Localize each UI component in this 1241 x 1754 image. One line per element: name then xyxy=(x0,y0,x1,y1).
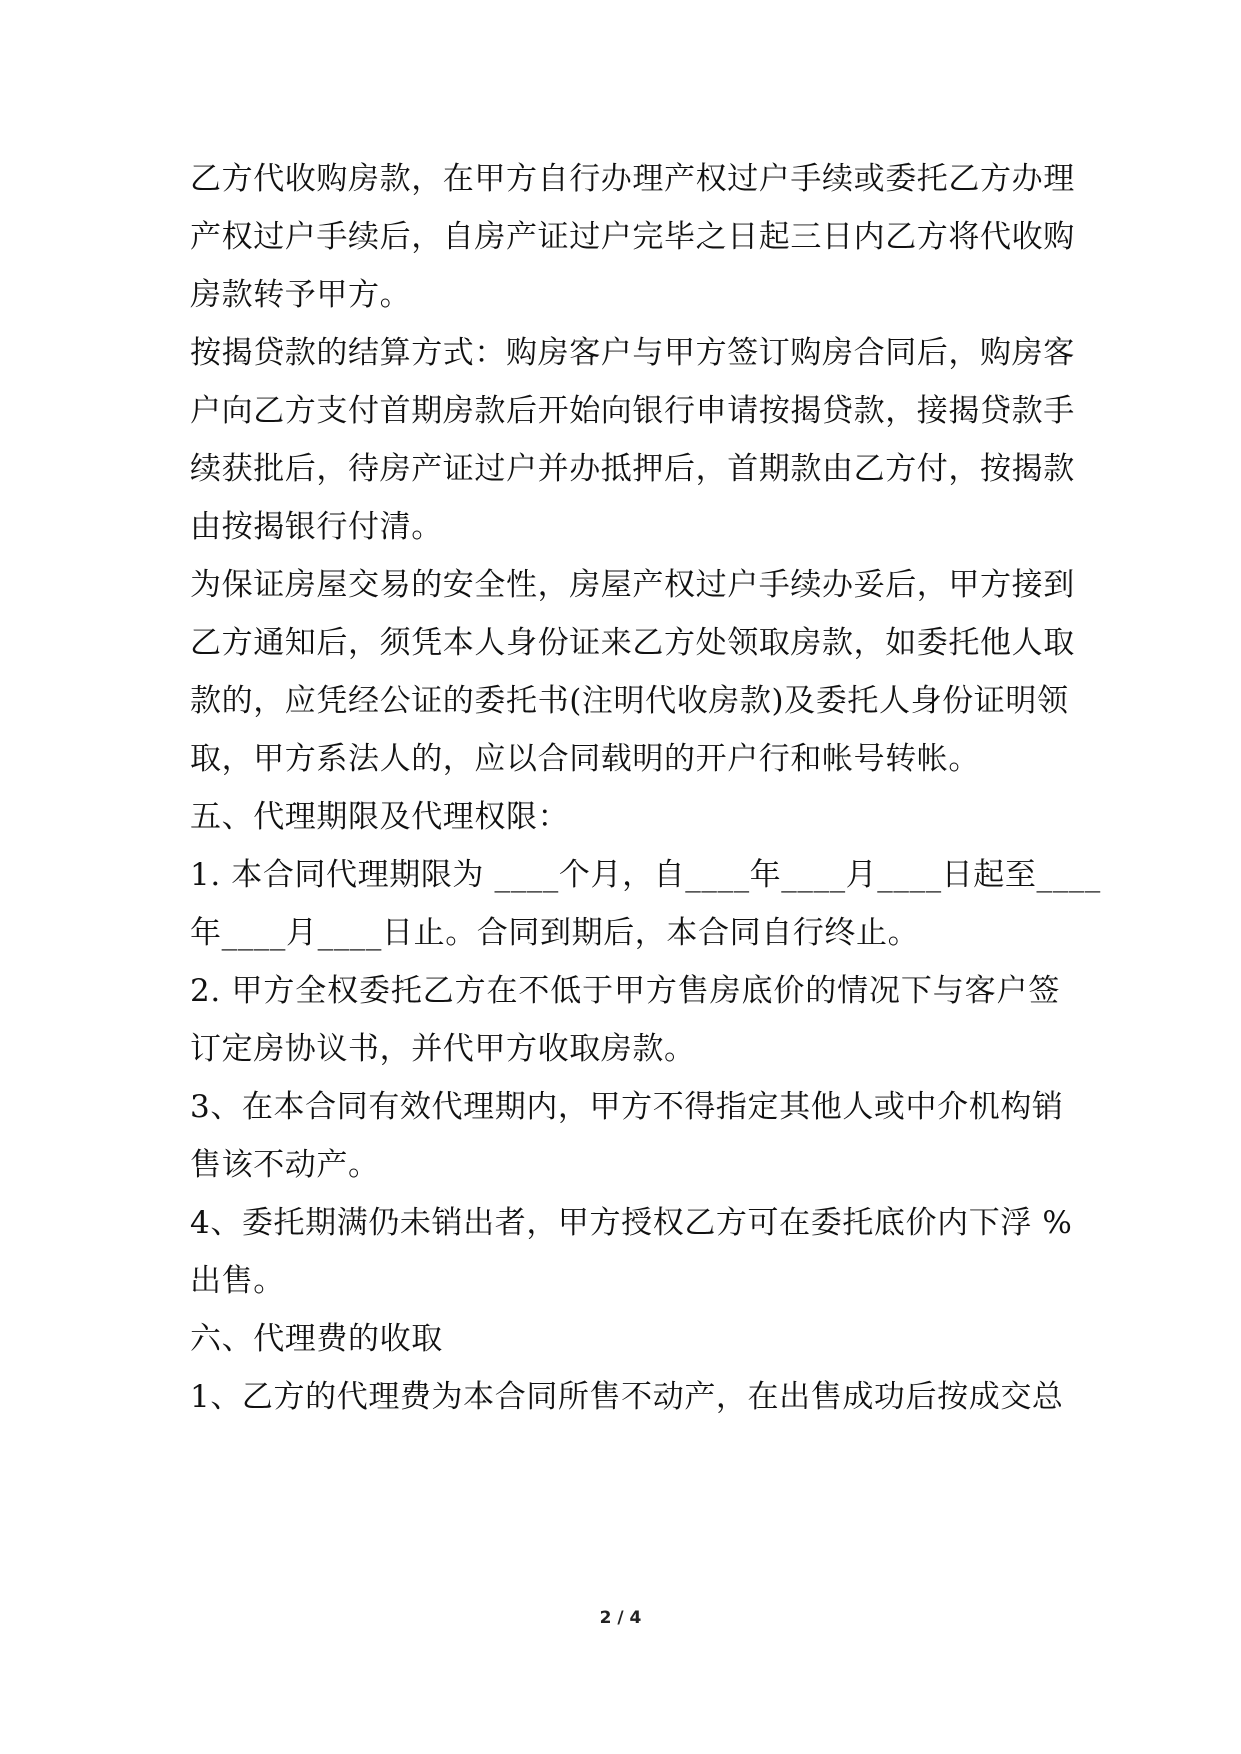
text-line: 4、委托期满仍未销出者，甲方授权乙方可在委托底价内下浮 % xyxy=(190,1205,1073,1241)
text-line: 乙方通知后，须凭本人身份证来乙方处领取房款，如委托他人取 xyxy=(190,625,1075,661)
text-line: 续获批后，待房产证过户并办抵押后，首期款由乙方付，按揭款 xyxy=(190,451,1075,487)
text-line: 售该不动产。 xyxy=(190,1147,380,1183)
text-line: 取，甲方系法人的，应以合同载明的开户行和帐号转帐。 xyxy=(190,741,980,777)
section-heading: 六、代理费的收取 xyxy=(190,1321,443,1357)
text-line: 乙方代收购房款，在甲方自行办理产权过户手续或委托乙方办理 xyxy=(190,161,1075,197)
text-line: 按揭贷款的结算方式：购房客户与甲方签订购房合同后，购房客 xyxy=(190,335,1075,371)
text-line: 房款转予甲方。 xyxy=(190,277,412,313)
text-line: 订定房协议书，并代甲方收取房款。 xyxy=(190,1031,696,1067)
text-line: 3、在本合同有效代理期内，甲方不得指定其他人或中介机构销 xyxy=(190,1089,1064,1125)
text-line: 1. 本合同代理期限为 ____个月，自____年____月____日起至____ xyxy=(190,857,1101,893)
section-heading: 五、代理期限及代理权限： xyxy=(190,799,570,835)
text-line: 1、乙方的代理费为本合同所售不动产，在出售成功后按成交总 xyxy=(190,1379,1064,1415)
text-line: 由按揭银行付清。 xyxy=(190,509,443,545)
text-line: 年____月____日止。合同到期后，本合同自行终止。 xyxy=(190,915,920,951)
text-line: 2. 甲方全权委托乙方在不低于甲方售房底价的情况下与客户签 xyxy=(190,973,1060,1009)
text-line: 出售。 xyxy=(190,1263,285,1299)
page-number: 2 / 4 xyxy=(599,1608,642,1628)
text-line: 款的，应凭经公证的委托书(注明代收房款)及委托人身份证明领 xyxy=(190,683,1069,719)
text-line: 为保证房屋交易的安全性，房屋产权过户手续办妥后，甲方接到 xyxy=(190,567,1075,603)
text-line: 户向乙方支付首期房款后开始向银行申请按揭贷款，接揭贷款手 xyxy=(190,393,1075,429)
text-line: 产权过户手续后，自房产证过户完毕之日起三日内乙方将代收购 xyxy=(190,219,1075,255)
